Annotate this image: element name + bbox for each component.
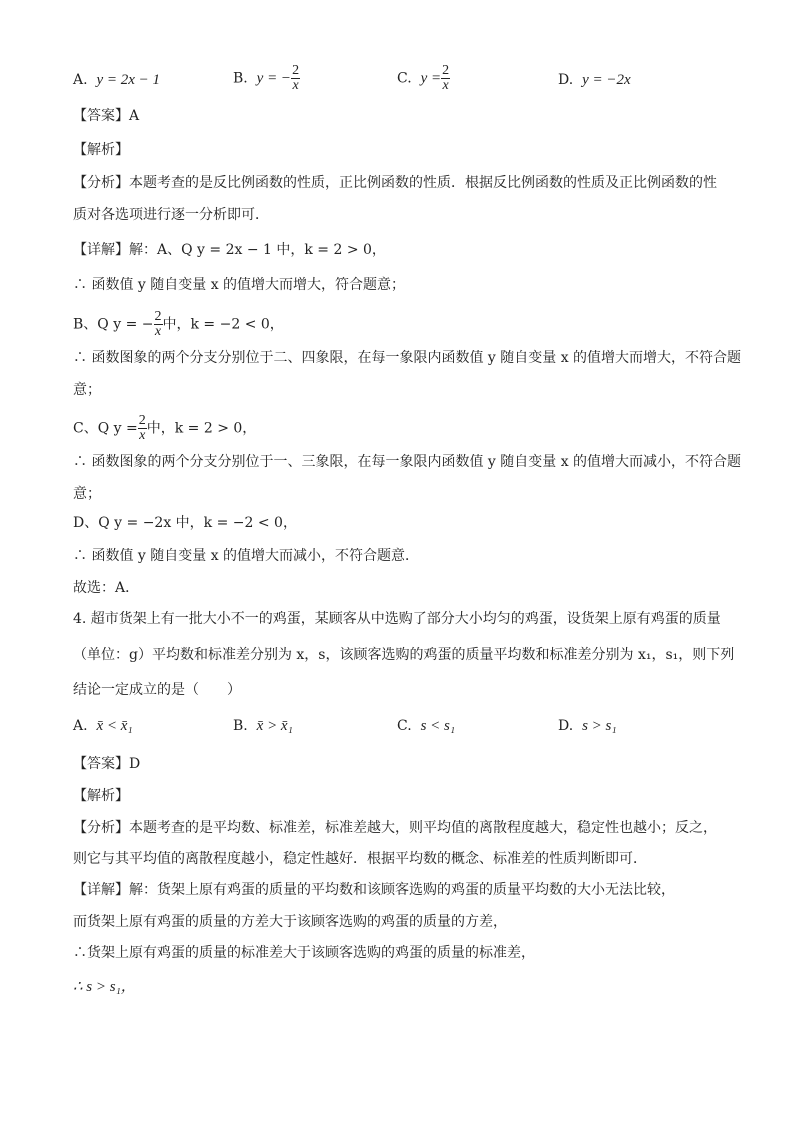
q4-option-c — [397, 716, 455, 736]
option-letter: A. — [73, 72, 88, 88]
text-segment: 中，k = 2 > 0， — [146, 420, 257, 437]
q3-detail-line-3 — [73, 310, 284, 339]
q3-option-a — [73, 70, 160, 90]
q3-detail-line-6 — [73, 414, 256, 443]
q4-detail-line-4: ∴ s > s₁， — [73, 979, 136, 995]
denominator: x — [292, 78, 299, 93]
q4-fenxi-line-2: 则它与其平均值的离散程度越小，稳定性越好．根据平均数的概念、标准差的性质判断即可． — [73, 851, 647, 867]
option-expr: s < s₁ — [420, 718, 456, 734]
q4-option-b — [233, 716, 293, 736]
option-letter: D. — [558, 72, 574, 88]
q4-analysis-heading: 【解析】 — [73, 788, 129, 804]
q3-detail-line-2: ∴ 函数值 y 随自变量 x 的值增大而增大，符合题意； — [73, 277, 406, 293]
q3-option-c — [397, 64, 450, 93]
q3-detail-line-8: 意； — [73, 486, 101, 502]
option-expr: y = −2x — [582, 72, 631, 88]
q4-detail-line-1: 【详解】解：货架上原有鸡蛋的质量的平均数和该顾客选购的鸡蛋的质量平均数的大小无法比较， — [73, 882, 675, 898]
q4-option-a — [73, 716, 133, 736]
option-expr: s > s₁ — [582, 718, 617, 734]
option-expr: x̄ < x̄₁ — [96, 718, 133, 734]
option-expr: x̄ > x̄₁ — [256, 718, 293, 734]
q3-option-b — [233, 64, 300, 93]
q4-answer: 【答案】D — [73, 756, 141, 772]
option-expr: y = — [420, 70, 442, 87]
option-expr: y = − — [256, 70, 292, 87]
q3-fenxi-line-1: 【分析】本题考查的是反比例函数的性质，正比例函数的性质．根据反比例函数的性质及正比例函数的性 — [73, 175, 717, 191]
q3-detail-line-1: 【详解】解：A、Q y = 2x − 1 中，k = 2 > 0， — [73, 242, 386, 258]
q4-fenxi-line-1: 【分析】本题考查的是平均数、标准差，标准差越大，则平均值的离散程度越大，稳定性也越小；反之， — [73, 820, 717, 836]
option-letter: D. — [558, 718, 574, 734]
q4-stem-line-2: （单位：g）平均数和标准差分别为 x，s，该顾客选购的鸡蛋的质量平均数和标准差分别为 x₁，s₁，则下列 — [73, 647, 735, 663]
numerator: 2 — [138, 413, 146, 428]
numerator: 2 — [154, 309, 162, 324]
option-expr: y = 2x − 1 — [96, 72, 161, 88]
q3-detail-line-5: 意； — [73, 382, 101, 398]
q3-option-d — [558, 70, 631, 90]
fraction — [154, 310, 163, 339]
q4-option-d — [558, 716, 617, 736]
option-letter: B. — [233, 718, 248, 734]
fraction — [441, 64, 450, 93]
option-letter: C. — [397, 718, 412, 734]
q4-detail-line-3: ∴货架上原有鸡蛋的质量的标准差大于该顾客选购的鸡蛋的质量的标准差， — [73, 945, 535, 961]
option-letter: A. — [73, 718, 88, 734]
q3-answer: 【答案】A — [73, 108, 140, 124]
option-letter: B. — [233, 70, 248, 87]
q3-choose: 故选：A． — [73, 580, 140, 596]
q3-analysis-heading: 【解析】 — [73, 142, 129, 158]
fraction — [291, 64, 300, 93]
q4-stem-line-1: 4. 超市货架上有一批大小不一的鸡蛋，某顾客从中选购了部分大小均匀的鸡蛋，设货架上原有鸡蛋的质量 — [73, 611, 721, 627]
q3-detail-line-4: ∴ 函数图象的两个分支分别位于二、四象限，在每一象限内函数值 y 随自变量 x 的值增大而增大，不符合题 — [73, 350, 742, 366]
text-segment: 中，k = −2 < 0， — [162, 316, 284, 333]
denominator: x — [139, 428, 146, 443]
q4-detail-line-2: 而货架上原有鸡蛋的质量的方差大于该顾客选购的鸡蛋的质量的方差， — [73, 914, 507, 930]
denominator: x — [154, 324, 162, 339]
fraction — [138, 414, 147, 443]
numerator: 2 — [442, 63, 450, 78]
numerator: 2 — [292, 63, 300, 78]
q3-detail-line-7: ∴ 函数图象的两个分支分别位于一、三象限，在每一象限内函数值 y 随自变量 x 的值增大而减小，不符合题 — [73, 454, 742, 470]
q3-detail-line-10: ∴ 函数值 y 随自变量 x 的值增大而减小，不符合题意． — [73, 548, 420, 564]
q3-detail-line-9: D、Q y = −2x 中，k = −2 < 0， — [73, 515, 297, 531]
option-letter: C. — [397, 70, 412, 87]
q3-fenxi-line-2: 质对各选项进行逐一分析即可． — [73, 207, 269, 223]
q4-stem-line-3: 结论一定成立的是（ ） — [73, 682, 241, 698]
text-segment: B、Q y = − — [73, 316, 154, 333]
text-segment: C、Q y = — [73, 420, 138, 437]
denominator: x — [442, 78, 449, 93]
